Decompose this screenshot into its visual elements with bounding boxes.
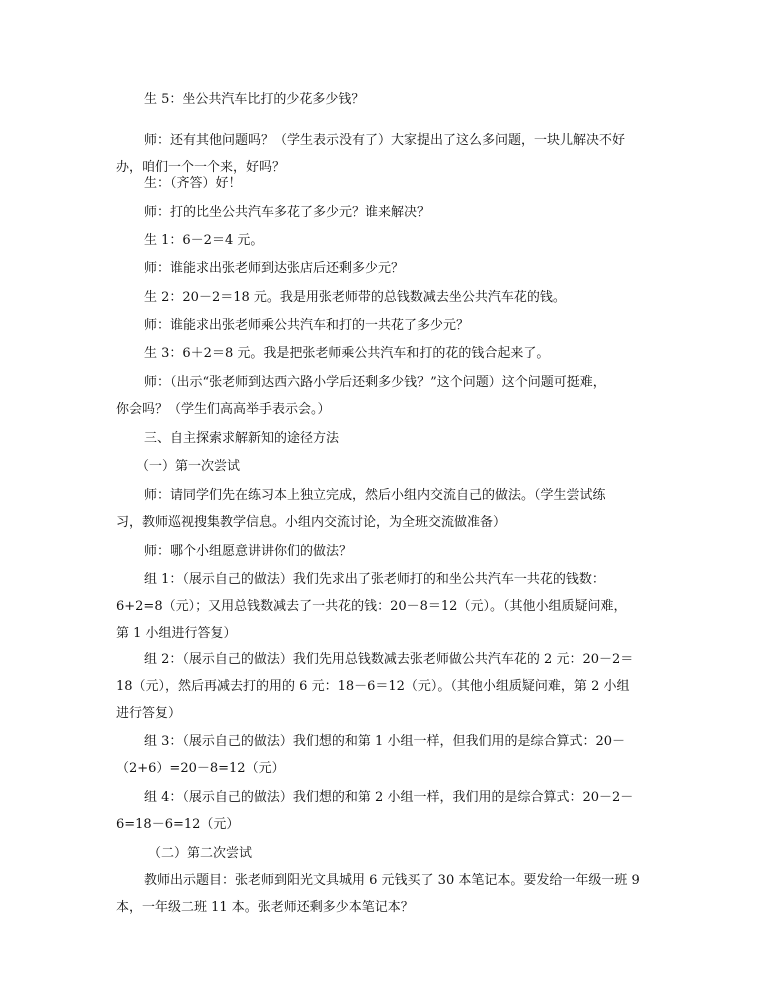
text-line: 组 3：（展示自己的做法）我们想的和第 1 小组一样，但我们用的是综合算式：20－	[144, 734, 625, 749]
paragraph-teacher-total-spent	[116, 312, 654, 339]
text-line: 生：（齐答）好！	[144, 176, 242, 191]
paragraph-student2-answer	[116, 284, 654, 311]
text-line: （二）第二次尝试	[148, 846, 253, 861]
text-line: 生 5：坐公共汽车比打的少花多少钱？	[144, 92, 365, 107]
paragraph-student1-answer	[116, 227, 654, 254]
text-line: 师：谁能求出张老师到达张店后还剩多少元？	[144, 261, 405, 276]
paragraph-group1	[116, 566, 654, 647]
text-line: 6=18－6=12（元）	[116, 817, 240, 832]
paragraph-group2	[116, 646, 654, 727]
paragraph-student5-question	[116, 86, 654, 113]
text-line: 生 1：6－2＝4 元。	[144, 233, 264, 248]
text-line: 师：打的比坐公共汽车多花了多少元？谁来解决？	[144, 205, 431, 220]
text-line: 生 2：20－2＝18 元。我是用张老师带的总钱数减去坐公共汽车花的钱。	[144, 290, 566, 305]
text-line: 师：谁能求出张老师乘公共汽车和打的一共花了多少元？	[144, 318, 470, 333]
text-line: （2+6）=20－8=12（元）	[116, 761, 285, 776]
text-line: 生 3：6＋2＝8 元。我是把张老师乘公共汽车和打的花的钱合起来了。	[144, 346, 550, 361]
paragraph-group3	[116, 728, 654, 782]
subsection-heading-second-attempt	[116, 840, 654, 867]
text-line: 教师出示题目：张老师到阳光文具城用 6 元钱买了 30 本笔记本。要发给一年级一班 9	[144, 873, 640, 888]
subsection-heading-first-attempt	[116, 453, 654, 480]
text-line: 三、自主探索求解新知的途径方法	[144, 431, 340, 446]
text-line: 习，教师巡视搜集教学信息。小组内交流讨论，为全班交流做准备）	[116, 515, 507, 530]
text-line: 18（元），然后再减去打的用的 6 元：18－6＝12（元）。（其他小组质疑问难，第 2 小组	[116, 679, 630, 694]
text-line: 本，一年级二班 11 本。张老师还剩多少本笔记本？	[116, 900, 414, 915]
paragraph-teacher-which-group	[116, 538, 654, 565]
paragraph-teacher-hard-question	[116, 369, 654, 423]
text-line: 师：还有其他问题吗？（学生表示没有了）大家提出了这么多问题，一块儿解决不好	[144, 133, 626, 148]
text-line: 组 1：（展示自己的做法）我们先求出了张老师打的和坐公共汽车一共花的钱数：	[144, 572, 605, 587]
text-line: 组 4：（展示自己的做法）我们想的和第 2 小组一样，我们用的是综合算式：20－2－	[144, 790, 634, 805]
text-line: 师：请同学们先在练习本上独立完成，然后小组内交流自己的做法。（学生尝试练	[144, 488, 606, 503]
paragraph-teacher-taxi-more	[116, 199, 654, 226]
text-line: （一）第一次尝试	[136, 459, 241, 474]
paragraph-teacher-independent-work	[116, 482, 654, 536]
section-heading-three	[116, 425, 654, 452]
paragraph-students-chorus	[116, 170, 654, 197]
text-line: 进行答复）	[116, 706, 182, 721]
text-line: 办，咱们一个一个来，好吗？	[116, 160, 286, 175]
paragraph-group4	[116, 784, 654, 838]
text-line: 组 2：（展示自己的做法）我们先用总钱数减去张老师做公共汽车花的 2 元：20－2＝	[144, 652, 634, 667]
text-line: 6+2=8（元）；又用总钱数减去了一共花的钱：20－8＝12（元）。（其他小组质疑问难，	[116, 599, 627, 614]
text-line: 师：（出示“张老师到达西六路小学后还剩多少钱？”这个问题）这个问题可挺难，	[144, 375, 606, 390]
text-line: 你会吗？（学生们高高举手表示会。）	[116, 402, 331, 417]
paragraph-teacher-remaining-zhangdian	[116, 255, 654, 282]
paragraph-student3-answer	[116, 340, 654, 367]
text-line: 第 1 小组进行答复）	[116, 626, 237, 641]
paragraph-teacher-new-problem	[116, 867, 654, 921]
text-line: 师：哪个小组愿意讲讲你们的做法？	[144, 544, 353, 559]
